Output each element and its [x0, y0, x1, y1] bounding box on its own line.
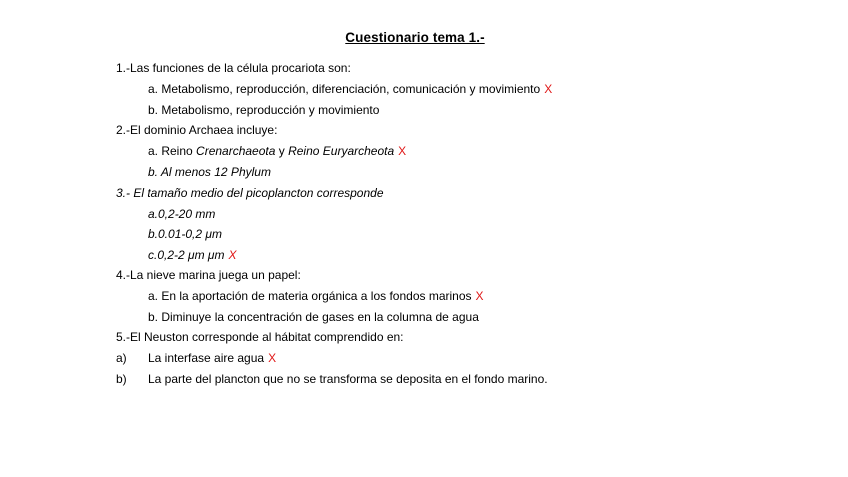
list-marker-b: b) — [116, 372, 127, 386]
question-4-option-b: b. Diminuye la concentración de gases en la columna de agua — [148, 310, 479, 324]
answer-mark: X — [475, 289, 484, 303]
question-4-option-a — [148, 288, 484, 304]
answer-mark: X — [398, 144, 407, 158]
question-2-option-a — [148, 143, 406, 159]
question-2-option-b: b. Al menos 12 Phylum — [148, 165, 271, 179]
question-1-option-b: b. Metabolismo, reproducción y movimiento — [148, 103, 380, 117]
page-title: Cuestionario tema 1.- — [345, 30, 485, 45]
option-term: Reino Euryarcheota — [288, 144, 395, 158]
question-3: 3.- El tamaño medio del picoplancton corresponde — [116, 186, 384, 200]
question-4: 4.-La nieve marina juega un papel: — [116, 268, 301, 282]
answer-mark: X — [228, 248, 237, 262]
list-marker-a: a) — [116, 351, 127, 365]
option-text: a. Metabolismo, reproducción, diferenciación, comunicación y movimiento — [148, 82, 541, 96]
question-5-option-b: La parte del plancton que no se transforma se deposita en el fondo marino. — [148, 372, 548, 386]
question-3-option-b: b.0.01-0,2 μm — [148, 227, 222, 241]
answer-mark: X — [544, 82, 553, 96]
question-1-option-a — [148, 81, 552, 97]
option-text: y — [275, 144, 289, 158]
option-term: Crenarchaeota — [196, 144, 276, 158]
option-text: c.0,2-2 μm μm — [148, 248, 225, 262]
question-3-option-c — [148, 247, 237, 263]
answer-mark: X — [268, 351, 277, 365]
option-text: a. En la aportación de materia orgánica a los fondos marinos — [148, 289, 472, 303]
question-3-option-a: a.0,2-20 mm — [148, 207, 216, 221]
question-1: 1.-Las funciones de la célula procariota son: — [116, 61, 351, 75]
option-text: La interfase aire agua — [148, 351, 265, 365]
option-text: a. Reino — [148, 144, 197, 158]
question-2: 2.-El dominio Archaea incluye: — [116, 123, 278, 137]
question-5-option-a — [148, 350, 276, 366]
question-5: 5.-El Neuston corresponde al hábitat comprendido en: — [116, 330, 404, 344]
